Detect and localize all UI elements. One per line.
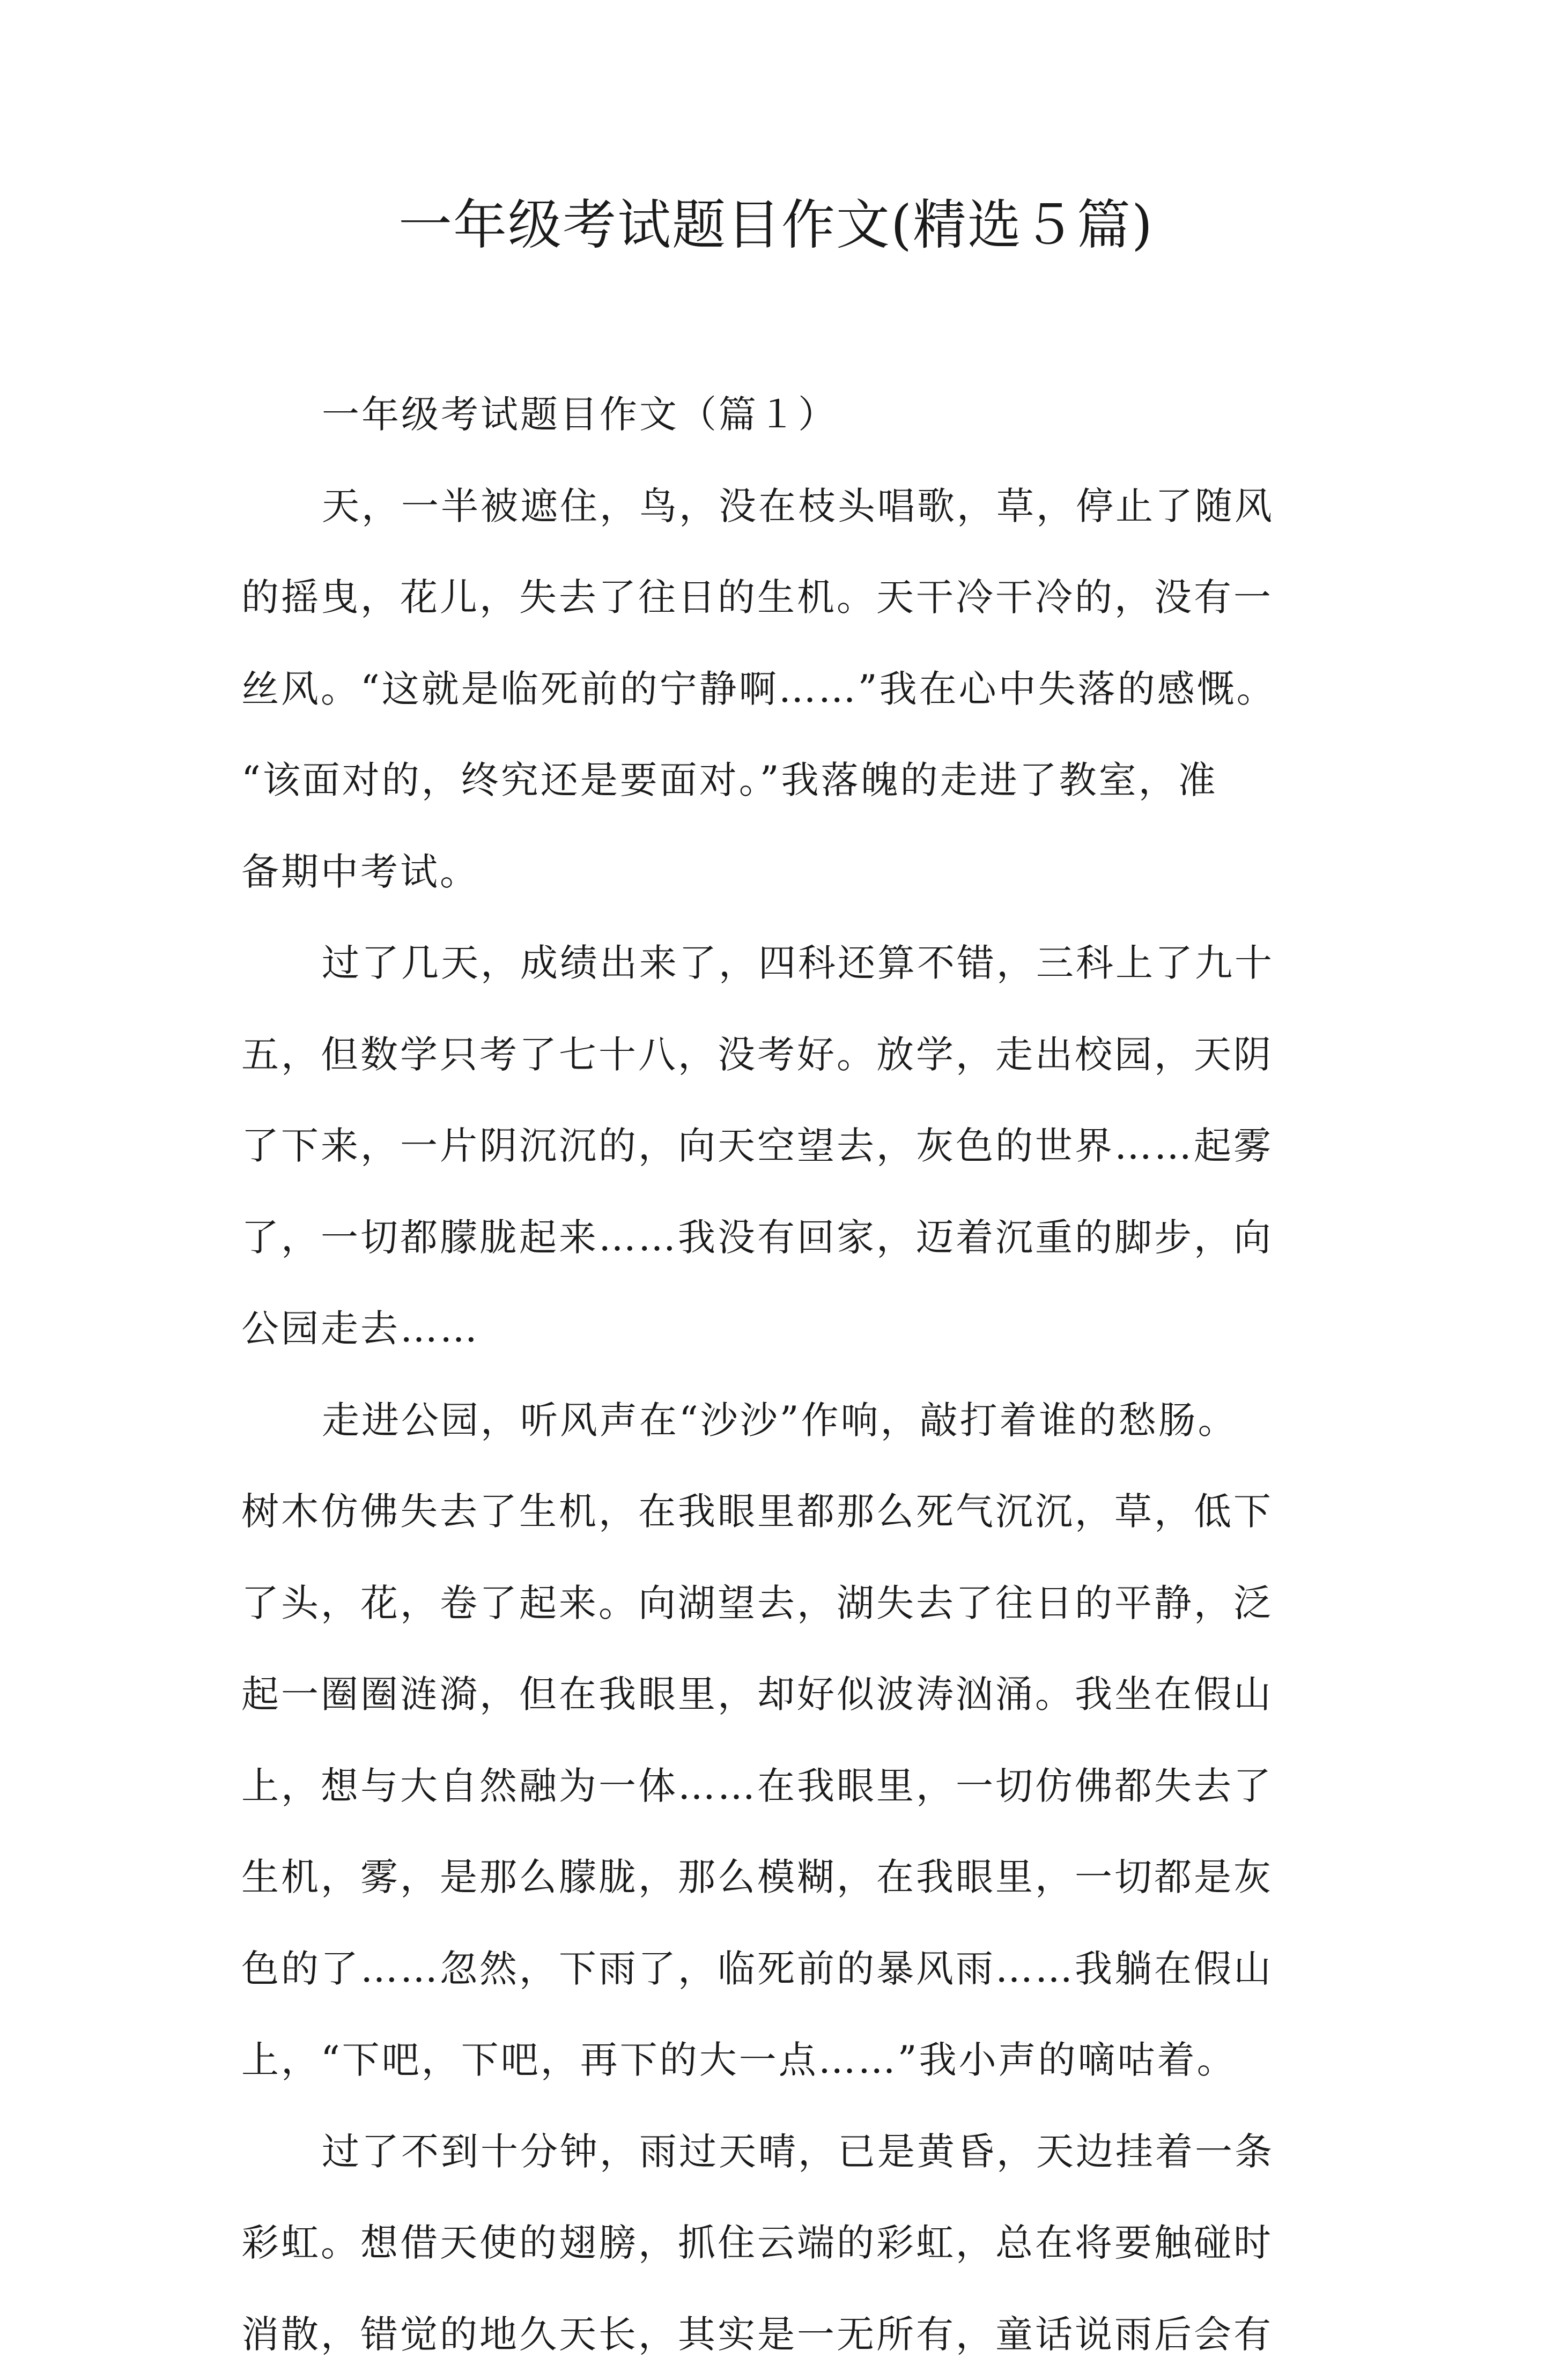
text-line: 过了几天，成绩出来了，四科还算不错，三科上了九十	[241, 917, 1357, 1009]
text-line: 公园走去……	[241, 1283, 1357, 1375]
text-line: 色的了……忽然，下雨了，临死前的暴风雨……我躺在假山	[241, 1923, 1357, 2015]
text-line: 的摇曳，花儿，失去了往日的生机。天干冷干冷的，没有一	[241, 552, 1357, 643]
text-line: 生机，雾，是那么朦胧，那么模糊，在我眼里，一切都是灰	[241, 1832, 1357, 1923]
document-title: 一年级考试题目作文(精选５篇)	[0, 190, 1552, 260]
text-line: 上，想与大自然融为一体……在我眼里，一切仿佛都失去了	[241, 1740, 1357, 1832]
text-line: 起一圈圈涟漪，但在我眼里，却好似波涛汹涌。我坐在假山	[241, 1649, 1357, 1740]
text-line: 树木仿佛失去了生机，在我眼里都那么死气沉沉，草，低下	[241, 1466, 1357, 1558]
text-line: 了，一切都朦胧起来……我没有回家，迈着沉重的脚步，向	[241, 1192, 1357, 1284]
text-line: 走进公园，听风声在“沙沙”作响，敲打着谁的愁肠。	[241, 1375, 1357, 1466]
text-line: 了头，花，卷了起来。向湖望去，湖失去了往日的平静，泛	[241, 1558, 1357, 1649]
text-line: 五，但数学只考了七十八，没考好。放学，走出校园，天阴	[241, 1009, 1357, 1101]
text-line: 上，“下吧，下吧，再下的大一点……”我小声的嘀咕着。	[241, 2014, 1357, 2106]
text-line: “该面对的，终究还是要面对。”我落魄的走进了教室，准	[241, 735, 1357, 826]
text-line: 了下来，一片阴沉沉的，向天空望去，灰色的世界……起雾	[241, 1100, 1357, 1192]
text-line: 过了不到十分钟，雨过天晴，已是黄昏，天边挂着一条	[241, 2106, 1357, 2198]
text-line: 丝风。“这就是临死前的宁静啊……”我在心中失落的感慨。	[241, 643, 1357, 735]
document-body	[241, 369, 1357, 2380]
text-line: 备期中考试。	[241, 826, 1357, 918]
text-line: 彩虹。想借天使的翅膀，抓住云端的彩虹，总在将要触碰时	[241, 2197, 1357, 2289]
section-heading: 一年级考试题目作文（篇１）	[241, 369, 1357, 461]
text-line: 消散，错觉的地久天长，其实是一无所有，童话说雨后会有	[241, 2289, 1357, 2380]
text-line: 天，一半被遮住，鸟，没在枝头唱歌，草，停止了随风	[241, 461, 1357, 552]
